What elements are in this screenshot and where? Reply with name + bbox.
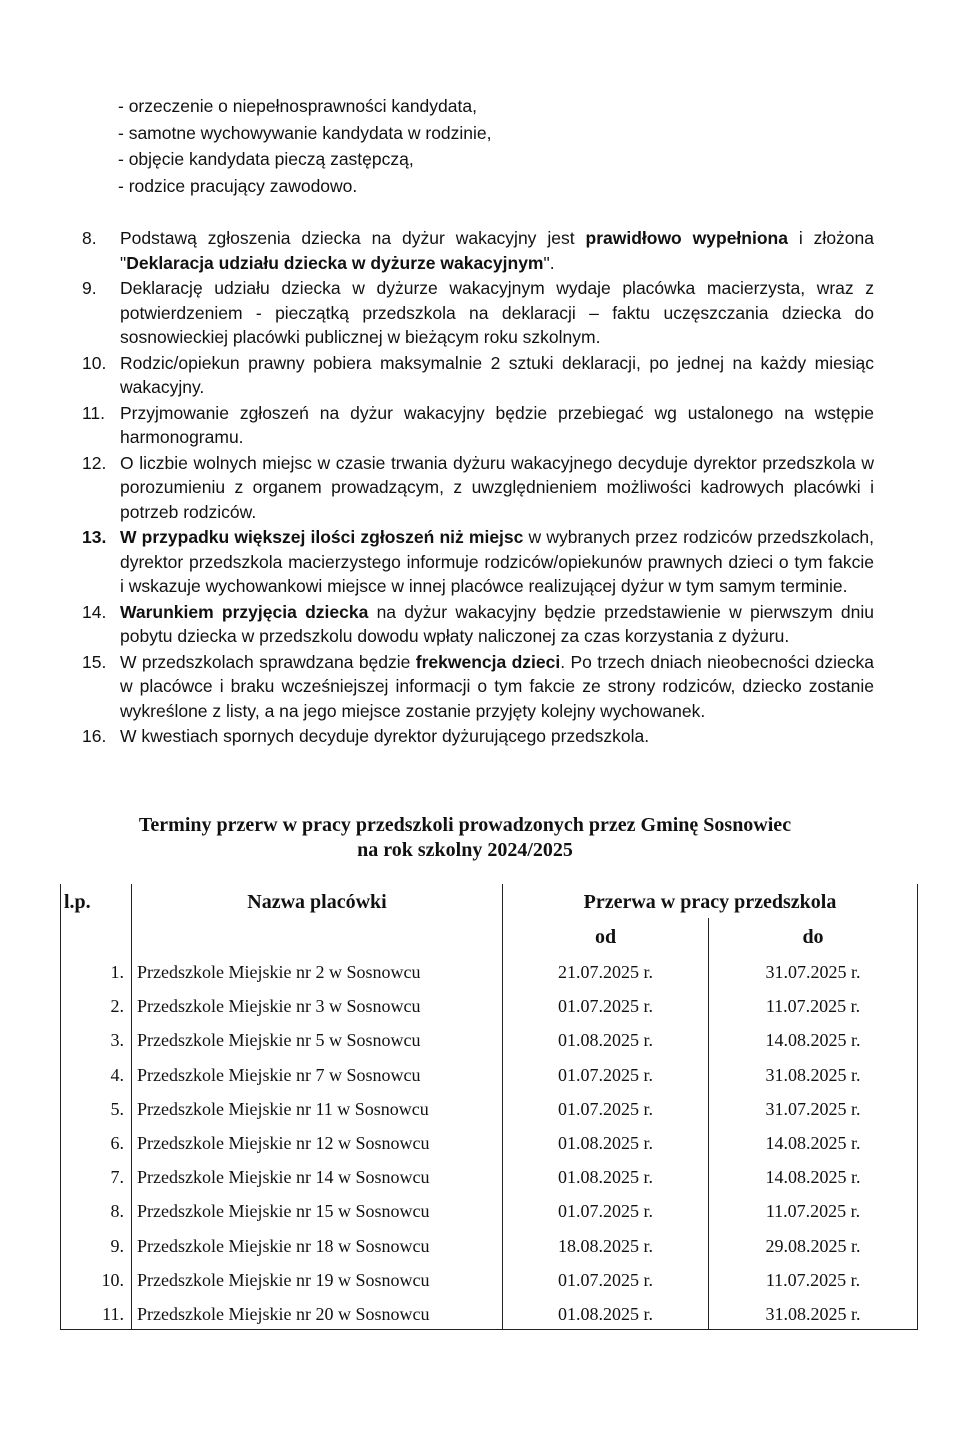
rule-text	[120, 451, 874, 525]
row-kindergarten-name: Przedszkole Miejskie nr 15 w Sosnowcu	[137, 1201, 430, 1222]
row-break-from: 21.07.2025 r.	[557, 962, 653, 982]
row-break-to: 14.08.2025 r.	[765, 1167, 861, 1188]
row-break-to: 11.07.2025 r.	[765, 1269, 861, 1290]
rule-text-segment: Podstawą zgłoszenia dziecka na dyżur wakacyjny jest	[120, 228, 586, 248]
rule-text	[120, 650, 874, 724]
rule-number: 9.	[82, 278, 97, 298]
rule-text-segment: W przedszkolach sprawdzana będzie	[120, 651, 416, 672]
row-break-to: 29.08.2025 r.	[765, 1235, 861, 1256]
row-kindergarten-name: Przedszkole Miejskie nr 18 w Sosnowcu	[137, 1235, 430, 1256]
rule-item	[82, 525, 874, 599]
rule-number: 16.	[82, 726, 107, 746]
criteria-item: - orzeczenie o niepełnosprawności kandydata,	[118, 96, 477, 116]
rule-text-segment: W kwestiach spornych decyduje dyrektor dyżurującego przedszkola.	[120, 726, 650, 746]
row-kindergarten-name: Przedszkole Miejskie nr 12 w Sosnowcu	[137, 1133, 430, 1153]
row-break-to: 31.07.2025 r.	[765, 1098, 861, 1119]
row-break-from: 01.07.2025 r.	[557, 1064, 653, 1085]
table-title: Terminy przerw w pracy przedszkoli prowadzonych przez Gminę Sosnowiec	[138, 814, 792, 836]
row-break-to: 14.08.2025 r.	[765, 1133, 861, 1153]
row-kindergarten-name: Przedszkole Miejskie nr 7 w Sosnowcu	[137, 1064, 421, 1085]
row-break-to: 11.07.2025 r.	[765, 1201, 861, 1222]
rule-text	[120, 401, 874, 450]
row-lp: 2.	[110, 996, 124, 1017]
row-break-from: 01.07.2025 r.	[557, 1269, 653, 1290]
header-to: do	[802, 926, 824, 948]
row-lp: 3.	[110, 1030, 124, 1051]
rule-text	[120, 600, 874, 649]
row-lp: 9.	[110, 1235, 124, 1256]
rule-item	[82, 451, 874, 525]
row-break-from: 01.08.2025 r.	[557, 1133, 653, 1153]
row-break-from: 01.08.2025 r.	[557, 1304, 653, 1324]
row-break-from: 01.07.2025 r.	[557, 1098, 653, 1119]
row-lp: 5.	[110, 1098, 124, 1119]
row-kindergarten-name: Przedszkole Miejskie nr 14 w Sosnowcu	[137, 1167, 430, 1188]
criteria-item: - objęcie kandydata pieczą zastępczą,	[118, 149, 414, 169]
rule-item	[82, 724, 874, 749]
rule-text-segment: O liczbie wolnych miejsc w czasie trwania dyżuru wakacyjnego decyduje dyrektor przedszkola w porozumieniu z organem prowadzącym, z uwzględnieniem możliwości kadrowych placówki i potrzeb rodziców.	[120, 452, 874, 522]
eligibility-criteria-list	[118, 93, 492, 199]
rule-text-segment: Rodzic/opiekun prawny pobiera maksymalnie 2 sztuki deklaracji, po jednej na każdy miesiąc wakacyjny.	[120, 352, 874, 397]
rule-item	[82, 600, 874, 649]
header-lp: l.p.	[64, 891, 91, 913]
row-break-from: 01.07.2025 r.	[557, 996, 653, 1017]
rule-emphasis: W przypadku większej ilości zgłoszeń niż miejsc	[120, 527, 524, 547]
rule-text-segment: Przyjmowanie zgłoszeń na dyżur wakacyjny będzie przebiegać wg ustalonego na wstępie harmonogramu.	[120, 402, 874, 447]
table-border-bottom	[60, 1329, 918, 1330]
table-divider-lp	[131, 884, 132, 1330]
row-break-to: 31.08.2025 r.	[765, 1304, 861, 1324]
row-break-to: 31.07.2025 r.	[765, 962, 861, 982]
row-break-from: 01.07.2025 r.	[557, 1201, 653, 1222]
rule-text-segment: w wybranych przez rodziców przedszkolach, dyrektor przedszkola macierzystego informuje rodziców/opiekunów prawnych dzieci o tym fakcie i wskazuje wychowankowi miejsce w innej placówce realizującej dyżur w tym samym terminie.	[120, 527, 874, 596]
row-break-to: 31.08.2025 r.	[765, 1064, 861, 1085]
rule-emphasis: Warunkiem przyjęcia dziecka	[120, 601, 369, 622]
rule-text-segment: na dyżur wakacyjny będzie przedstawienie w pierwszym dniu pobytu dziecka w przedszkolu dowodu wpłaty naliczonej za czas korzystania z dyżuru.	[120, 601, 874, 646]
row-kindergarten-name: Przedszkole Miejskie nr 2 w Sosnowcu	[137, 962, 421, 982]
row-lp: 7.	[110, 1167, 124, 1188]
header-from: od	[594, 926, 617, 948]
rule-text	[120, 351, 874, 400]
row-break-to: 14.08.2025 r.	[765, 1030, 861, 1051]
row-kindergarten-name: Przedszkole Miejskie nr 20 w Sosnowcu	[137, 1304, 430, 1324]
rule-item	[82, 650, 874, 724]
rule-text	[120, 724, 874, 749]
rule-item	[82, 226, 874, 275]
row-lp: 6.	[110, 1133, 124, 1153]
rule-text-segment: . Po trzech dniach nieobecności dziecka w placówce i braku wcześniejszej informacji o tym fakcie ze strony rodziców, dziecko zostanie wykreślone z listy, a na jego miejsce zostanie przyjęty kolejny wychowanek.	[120, 651, 874, 721]
row-break-from: 01.08.2025 r.	[557, 1030, 653, 1051]
rule-number: 8.	[82, 228, 97, 248]
header-name: Nazwa placówki	[247, 891, 387, 913]
rule-text-segment: i złożona "	[120, 228, 875, 273]
rule-number: 10.	[82, 352, 107, 373]
row-break-from: 18.08.2025 r.	[557, 1235, 653, 1256]
criteria-item: - samotne wychowywanie kandydata w rodzinie,	[118, 122, 492, 143]
rule-item	[82, 401, 874, 450]
rule-emphasis: prawidłowo wypełniona	[585, 228, 788, 248]
rule-text-segment: ".	[543, 252, 555, 273]
rule-item	[82, 276, 874, 350]
rule-number: 14.	[82, 601, 107, 622]
header-break: Przerwa w pracy przedszkola	[583, 891, 837, 913]
row-kindergarten-name: Przedszkole Miejskie nr 3 w Sosnowcu	[137, 996, 421, 1017]
rule-number: 13.	[82, 527, 107, 547]
rule-number: 11.	[82, 402, 106, 423]
rule-number: 12.	[82, 452, 107, 473]
criteria-item: - rodzice pracujący zawodowo.	[118, 175, 358, 196]
rule-emphasis: frekwencja dzieci	[415, 651, 561, 672]
table-subtitle: na rok szkolny 2024/2025	[357, 839, 573, 861]
row-break-from: 01.08.2025 r.	[557, 1167, 653, 1188]
rule-text	[120, 226, 874, 275]
row-lp: 10.	[101, 1269, 124, 1290]
row-kindergarten-name: Przedszkole Miejskie nr 19 w Sosnowcu	[137, 1269, 430, 1290]
row-kindergarten-name: Przedszkole Miejskie nr 11 w Sosnowcu	[137, 1098, 429, 1119]
row-lp: 1.	[110, 962, 124, 982]
row-lp: 8.	[110, 1201, 124, 1222]
row-kindergarten-name: Przedszkole Miejskie nr 5 w Sosnowcu	[137, 1030, 421, 1051]
rule-number: 15.	[82, 651, 107, 672]
rule-text	[120, 525, 874, 599]
rule-item	[82, 351, 874, 400]
rule-text-segment: Deklarację udziału dziecka w dyżurze wakacyjnym wydaje placówka macierzysta, wraz z potwierdzeniem - pieczątką przedszkola na deklaracji – faktu uczęszczania dziecka do sosnowieckiej placówki publicznej w bieżącym roku szkolnym.	[120, 278, 874, 347]
table-border-right	[917, 884, 918, 1330]
row-break-to: 11.07.2025 r.	[765, 996, 861, 1017]
rules-list	[82, 226, 874, 750]
row-lp: 11.	[102, 1304, 124, 1324]
rule-text	[120, 276, 874, 350]
row-lp: 4.	[110, 1064, 124, 1085]
rule-emphasis: Deklaracja udziału dziecka w dyżurze wakacyjnym	[126, 252, 544, 273]
